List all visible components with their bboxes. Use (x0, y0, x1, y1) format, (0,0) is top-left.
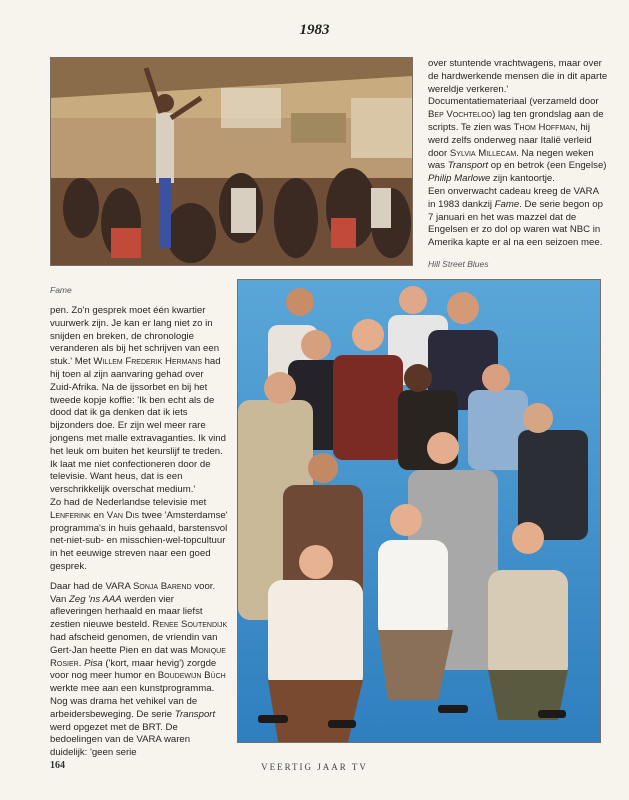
top-paragraph-1: over stuntende vrachtwagens, maar over de hardwerkende mensen die in dit aparte wereldje verkeren.' Documentatiemateriaal (verzameld door Bep Vochteloo) lag ten grondslag aan de scripts. Te zien was Thom Hoffman, hij werd zelfs onderweg naar Italië verleid door Sylvia Millecam. Na negen weken was Transport op en betrok (een Engelse) Philip Marlowe zijn kantoortje. (428, 58, 608, 185)
hill-street-blues-photo (237, 279, 601, 743)
running-footer-title: VEERTIG JAAR TV (261, 762, 368, 772)
fame-caption: Fame (50, 285, 72, 295)
page-number: 164 (50, 760, 65, 771)
left-paragraph-4: Nog was drama het vehikel van de arbeidersbeweging. De serie Transport werd opgezet met de BRT. De bedoelingen van de VARA waren duidelijk: 'geen serie (50, 695, 216, 759)
top-text-column (428, 58, 608, 250)
left-paragraph-3: Daar had de VARA Sonja Barend voor. Van Zeg 'ns AAA werden vier afleveringen herhaald en maar liefst zestien nieuwe besteld. Renee Soutendijk had afscheid genomen, de vriendin van Gert-Jan heette Pien en dat was Monique Rosier. Pisa ('kort, maar hevig') zorgde voor nog meer humor en Boudewijn Büch werkte mee aan een kunstprogramma. (50, 580, 228, 695)
left-paragraph-1: pen. Zo'n gesprek moet één kwartier vuurwerk zijn. Je kan er lang niet zo in snijden en breken, de chronologie veranderen als bij het schrijven van een stuk.' Met Willem Frederik Hermans had hij toen al zijn aanvaring gehad over Zuid-Afrika. Na de ijssorbet en bij het tweede kopje koffie: 'Ik ben echt als de dood dat ik ga denken dat ik iets bijzonders doe. Er zijn wel meer rare jongens met malle extravaganties. Ik vind het leuk om buiten het keurslijf te treden. Ik laat me niet confectioneren door de televisie. Want heus, dat is een verschrikkelijk overschat medium.' (50, 305, 226, 496)
page-header-year: 1983 (299, 22, 330, 38)
fame-photo (50, 57, 413, 266)
top-paragraph-2: Een onverwacht cadeau kreeg de VARA in 1983 dankzij Fame. De serie begon op 7 januari en het was mazzel dat de Engelsen er zo dol op waren wat NBC in Amerika kapte er al na een seizoen mee. (428, 185, 603, 249)
left-text-column (50, 305, 228, 760)
left-paragraph-2: Zo had de Nederlandse televisie met Lenferink en Van Dis twee 'Amsterdamse' programma's in huis gehaald, barstensvol net-niet-sub- en misschien-wel-topcultuur in het eeuwige streven naar een goed gesprek. (50, 496, 228, 572)
hill-street-caption: Hill Street Blues (428, 259, 489, 269)
